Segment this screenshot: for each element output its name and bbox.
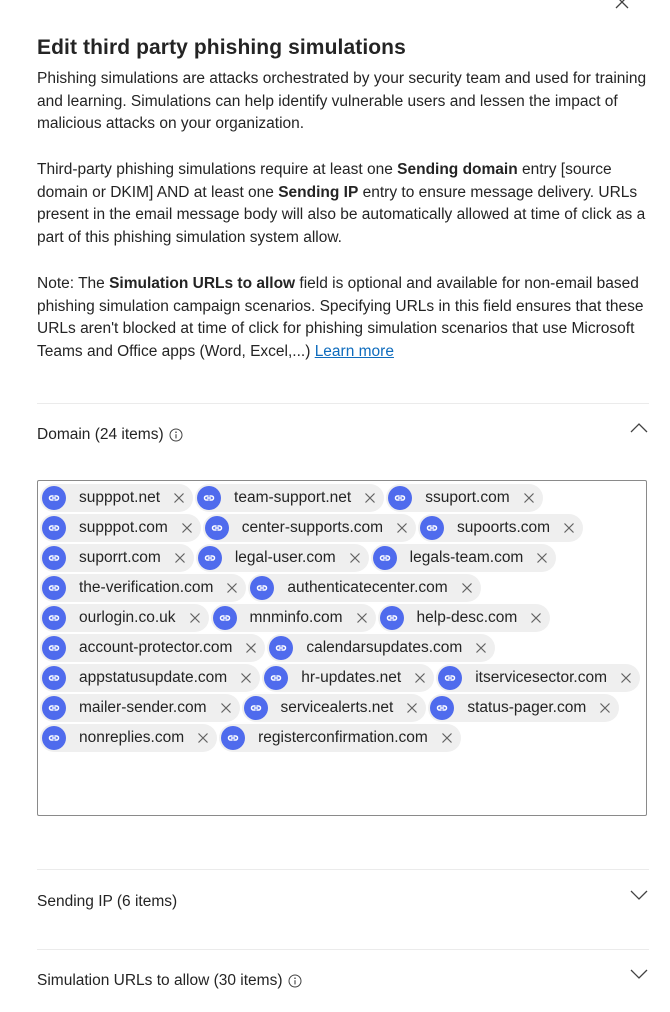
domain-tag-label: authenticatecenter.com xyxy=(287,579,448,596)
learn-more-link[interactable]: Learn more xyxy=(314,343,394,361)
domain-tag[interactable] xyxy=(40,484,193,512)
link-icon xyxy=(42,576,66,600)
dismiss-icon xyxy=(174,552,186,564)
domain-tag[interactable] xyxy=(418,514,583,542)
remove-tag-button[interactable] xyxy=(189,612,201,624)
domain-tag[interactable] xyxy=(40,514,201,542)
domain-tag-label: help-desc.com xyxy=(416,609,518,626)
link-icon xyxy=(213,606,237,630)
remove-tag-button[interactable] xyxy=(461,582,473,594)
remove-tag-button[interactable] xyxy=(197,732,209,744)
domain-tag-label: suporrt.com xyxy=(79,549,161,566)
chevron-up-icon xyxy=(629,422,649,434)
domain-tag-label: registerconfirmation.com xyxy=(258,729,428,746)
simulation-urls-expand-button[interactable] xyxy=(628,967,650,981)
panel-title: Edit third party phishing simulations xyxy=(37,36,406,59)
section-divider xyxy=(37,403,649,404)
domain-tag-label: itservicesector.com xyxy=(475,669,607,686)
link-icon xyxy=(198,546,222,570)
dismiss-icon xyxy=(197,732,209,744)
domain-tag[interactable] xyxy=(40,694,240,722)
sending-ip-section-label: Sending IP (6 items) xyxy=(37,893,178,910)
domain-tag-label: ssuport.com xyxy=(425,489,510,506)
domain-tag-label: account-protector.com xyxy=(79,639,233,656)
domain-tag-label: ourlogin.co.uk xyxy=(79,609,176,626)
chevron-down-icon xyxy=(629,889,649,901)
link-icon xyxy=(250,576,274,600)
remove-tag-button[interactable] xyxy=(245,642,257,654)
dismiss-icon xyxy=(461,582,473,594)
sending-ip-expand-button[interactable] xyxy=(628,888,650,902)
info-icon[interactable] xyxy=(169,428,183,442)
section-divider xyxy=(37,949,649,950)
domain-collapse-button[interactable] xyxy=(628,421,650,435)
domain-tag[interactable] xyxy=(203,514,416,542)
dismiss-icon xyxy=(396,522,408,534)
link-icon xyxy=(264,666,288,690)
dismiss-icon xyxy=(536,552,548,564)
remove-tag-button[interactable] xyxy=(620,672,632,684)
dismiss-icon xyxy=(599,702,611,714)
link-icon xyxy=(205,516,229,540)
domain-tag[interactable] xyxy=(248,574,480,602)
link-icon xyxy=(42,666,66,690)
dismiss-icon xyxy=(475,642,487,654)
close-icon xyxy=(615,0,629,14)
dismiss-icon xyxy=(563,522,575,534)
remove-tag-button[interactable] xyxy=(523,492,535,504)
link-icon xyxy=(42,606,66,630)
note-text: Note: The Simulation URLs to allow field is optional and available for non-email based phishing simulation campaign scenarios. Specifying URLs in this field ensures that these URLs aren't blocked at time of click for phishing simulation scenarios that use Microsoft Teams and Office apps (Word, Excel,...) Learn more xyxy=(37,275,644,361)
link-icon xyxy=(420,516,444,540)
link-icon xyxy=(438,666,462,690)
remove-tag-button[interactable] xyxy=(240,672,252,684)
remove-tag-button[interactable] xyxy=(563,522,575,534)
domain-tag[interactable] xyxy=(196,544,369,572)
remove-tag-button[interactable] xyxy=(364,492,376,504)
simulation-urls-section-label: Simulation URLs to allow (30 items) xyxy=(37,972,283,989)
chevron-down-icon xyxy=(629,968,649,980)
section-divider xyxy=(37,869,649,870)
remove-tag-button[interactable] xyxy=(220,702,232,714)
link-icon xyxy=(430,696,454,720)
domain-tag[interactable] xyxy=(428,694,619,722)
domain-tag-label: center-supports.com xyxy=(241,519,384,536)
remove-tag-button[interactable] xyxy=(414,672,426,684)
domain-tag-label: mailer-sender.com xyxy=(79,699,207,716)
link-icon xyxy=(269,636,293,660)
domain-tag-label: hr-updates.net xyxy=(301,669,402,686)
domain-tag[interactable] xyxy=(40,724,217,752)
domain-tag-label: supppot.com xyxy=(79,519,168,536)
domain-tag[interactable] xyxy=(40,544,194,572)
domain-tag-label: supoorts.com xyxy=(457,519,551,536)
domain-tag[interactable] xyxy=(40,634,265,662)
remove-tag-button[interactable] xyxy=(441,732,453,744)
domain-tag-label: supppot.net xyxy=(79,489,161,506)
domain-section-label: Domain (24 items) xyxy=(37,426,164,443)
link-icon xyxy=(42,636,66,660)
domain-tag-label: team-support.net xyxy=(234,489,352,506)
remove-tag-button[interactable] xyxy=(226,582,238,594)
dismiss-icon xyxy=(189,612,201,624)
remove-tag-button[interactable] xyxy=(475,642,487,654)
remove-tag-button[interactable] xyxy=(406,702,418,714)
link-icon xyxy=(42,516,66,540)
domain-tag-label: legal-user.com xyxy=(234,549,336,566)
dismiss-icon xyxy=(414,672,426,684)
domain-tag-label: status-pager.com xyxy=(467,699,587,716)
domain-tag[interactable] xyxy=(436,664,640,692)
remove-tag-button[interactable] xyxy=(349,552,361,564)
remove-tag-button[interactable] xyxy=(356,612,368,624)
dismiss-icon xyxy=(441,732,453,744)
close-button[interactable] xyxy=(610,0,634,14)
remove-tag-button[interactable] xyxy=(530,612,542,624)
remove-tag-button[interactable] xyxy=(396,522,408,534)
domain-section-header[interactable] xyxy=(37,426,183,444)
domain-tag[interactable] xyxy=(40,604,209,632)
dismiss-icon xyxy=(523,492,535,504)
dismiss-icon xyxy=(173,492,185,504)
domain-tag[interactable] xyxy=(211,604,376,632)
remove-tag-button[interactable] xyxy=(174,552,186,564)
remove-tag-button[interactable] xyxy=(181,522,193,534)
domain-tag[interactable] xyxy=(262,664,434,692)
domain-tag-label: the-verification.com xyxy=(79,579,214,596)
domain-tag-label: servicealerts.net xyxy=(280,699,394,716)
dismiss-icon xyxy=(530,612,542,624)
link-icon xyxy=(197,486,221,510)
domain-tag-label: nonreplies.com xyxy=(79,729,185,746)
link-icon xyxy=(380,606,404,630)
domain-tag-label: legals-team.com xyxy=(409,549,524,566)
remove-tag-button[interactable] xyxy=(173,492,185,504)
link-icon xyxy=(388,486,412,510)
domain-tag[interactable] xyxy=(386,484,542,512)
dismiss-icon xyxy=(349,552,361,564)
domain-tag[interactable] xyxy=(378,604,551,632)
domain-tag[interactable] xyxy=(219,724,461,752)
dismiss-icon xyxy=(356,612,368,624)
remove-tag-button[interactable] xyxy=(536,552,548,564)
requirement-text: Third-party phishing simulations require at least one Sending domain entry [source domain or DKIM] AND at least one Sending IP entry to ensure message delivery. URLs present in the email message body will also be automatically allowed at time of click as a part of this phishing simulation system allow. xyxy=(37,161,646,247)
remove-tag-button[interactable] xyxy=(599,702,611,714)
link-icon xyxy=(42,486,66,510)
dismiss-icon xyxy=(364,492,376,504)
dismiss-icon xyxy=(181,522,193,534)
dismiss-icon xyxy=(620,672,632,684)
dismiss-icon xyxy=(220,702,232,714)
intro-text: Phishing simulations are attacks orchestrated by your security team and used for training and learning. Simulations can help identify vulnerable users and lessen the impact of malicious attacks on your organization. xyxy=(37,70,647,133)
domain-tag[interactable] xyxy=(267,634,495,662)
sending-ip-section-header[interactable] xyxy=(37,893,177,911)
domain-tag[interactable] xyxy=(195,484,384,512)
domain-tag-label: mnminfo.com xyxy=(249,609,343,626)
link-icon xyxy=(221,726,245,750)
link-icon xyxy=(373,546,397,570)
domain-tag[interactable] xyxy=(40,574,246,602)
domain-tag[interactable] xyxy=(242,694,427,722)
link-icon xyxy=(42,546,66,570)
domain-tag-label: calendarsupdates.com xyxy=(306,639,463,656)
dismiss-icon xyxy=(406,702,418,714)
domain-tag-label: appstatusupdate.com xyxy=(79,669,228,686)
info-icon[interactable] xyxy=(288,974,302,988)
link-icon xyxy=(42,696,66,720)
domain-tag[interactable] xyxy=(371,544,557,572)
link-icon xyxy=(42,726,66,750)
dismiss-icon xyxy=(240,672,252,684)
dismiss-icon xyxy=(245,642,257,654)
link-icon xyxy=(244,696,268,720)
domain-tag[interactable] xyxy=(40,664,260,692)
simulation-urls-section-header[interactable] xyxy=(37,972,302,990)
dismiss-icon xyxy=(226,582,238,594)
domain-tag-picker[interactable] xyxy=(37,480,647,816)
